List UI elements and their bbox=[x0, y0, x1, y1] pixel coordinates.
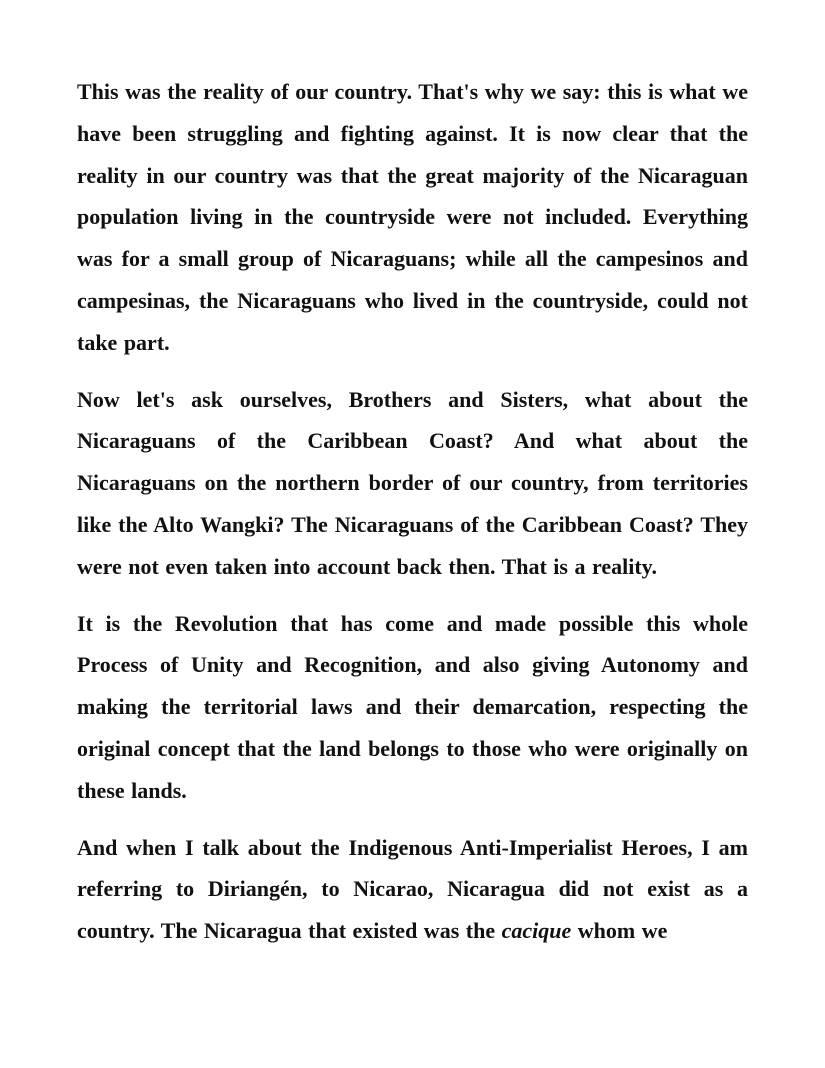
paragraph-indigenous-heroes bbox=[77, 827, 748, 952]
paragraph-caribbean-coast: Now let's ask ourselves, Brothers and Sisters, what about the Nicaraguans of the Caribbean Coast? And what about the Nicaraguans on the northern border of our country, from territories like the Alto Wangki? The Nicaraguans of the Caribbean Coast? They were not even taken into account back then. That is a reality. bbox=[77, 386, 748, 579]
paragraph-text-after-italic: whom we bbox=[571, 918, 668, 944]
paragraph-reality: This was the reality of our country. That's why we say: this is what we have been struggling and fighting against. It is now clear that the reality in our country was that the great majority of the Nicaraguan population living in the countryside were not included. Everything was for a small group of Nicaraguans; while all the campesinos and campesinas, the Nicaraguans who lived in the countryside, could not take part. bbox=[77, 79, 748, 355]
paragraph-revolution: It is the Revolution that has come and made possible this whole Process of Unity and Recognition, and also giving Autonomy and making the territorial laws and their demarcation, respecting the original concept that the land belongs to those who were originally on these lands. bbox=[77, 610, 748, 803]
italic-term-cacique: cacique bbox=[501, 918, 572, 944]
paragraph-text-before-italic: And when I talk about the Indigenous Anti-Imperialist Heroes, I am referring to Diriangén, to Nicarao, Nicaragua did not exist as a country. The Nicaragua that existed was the bbox=[77, 834, 748, 944]
